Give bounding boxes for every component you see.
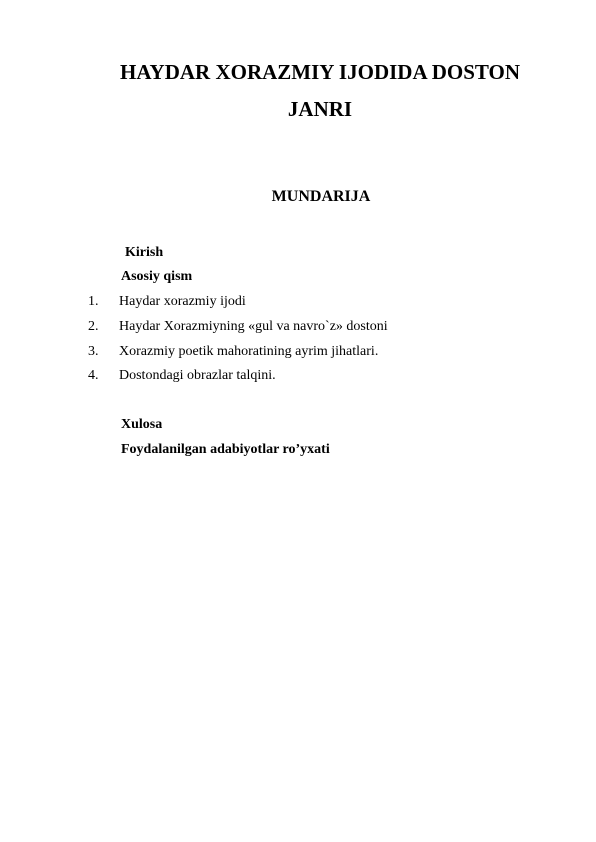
toc-entry-main-part: Asosiy qism <box>121 269 193 284</box>
toc-item-number: 3. <box>88 344 99 359</box>
toc-entry-conclusion: Xulosa <box>121 417 163 432</box>
toc-item-number: 4. <box>88 368 99 383</box>
toc-entry-bibliography: Foydalanilgan adabiyotlar ro’yxati <box>121 442 330 457</box>
toc-item-text: Haydar xorazmiy ijodi <box>119 294 246 309</box>
document-title-line-2: JANRI <box>287 97 353 121</box>
toc-item-number: 1. <box>88 294 99 309</box>
toc-item-text: Haydar Xorazmiyning «gul va navro`z» dostoni <box>119 319 388 334</box>
toc-item-text: Dostondagi obrazlar talqini. <box>119 368 276 383</box>
toc-item-number: 2. <box>88 319 99 334</box>
toc-item-text: Xorazmiy poetik mahoratining ayrim jihatlari. <box>119 344 379 359</box>
toc-entry-intro: Kirish <box>125 245 164 260</box>
toc-heading: MUNDARIJA <box>271 188 371 205</box>
document-title-line-1: HAYDAR XORAZMIY IJODIDA DOSTON <box>119 60 521 84</box>
